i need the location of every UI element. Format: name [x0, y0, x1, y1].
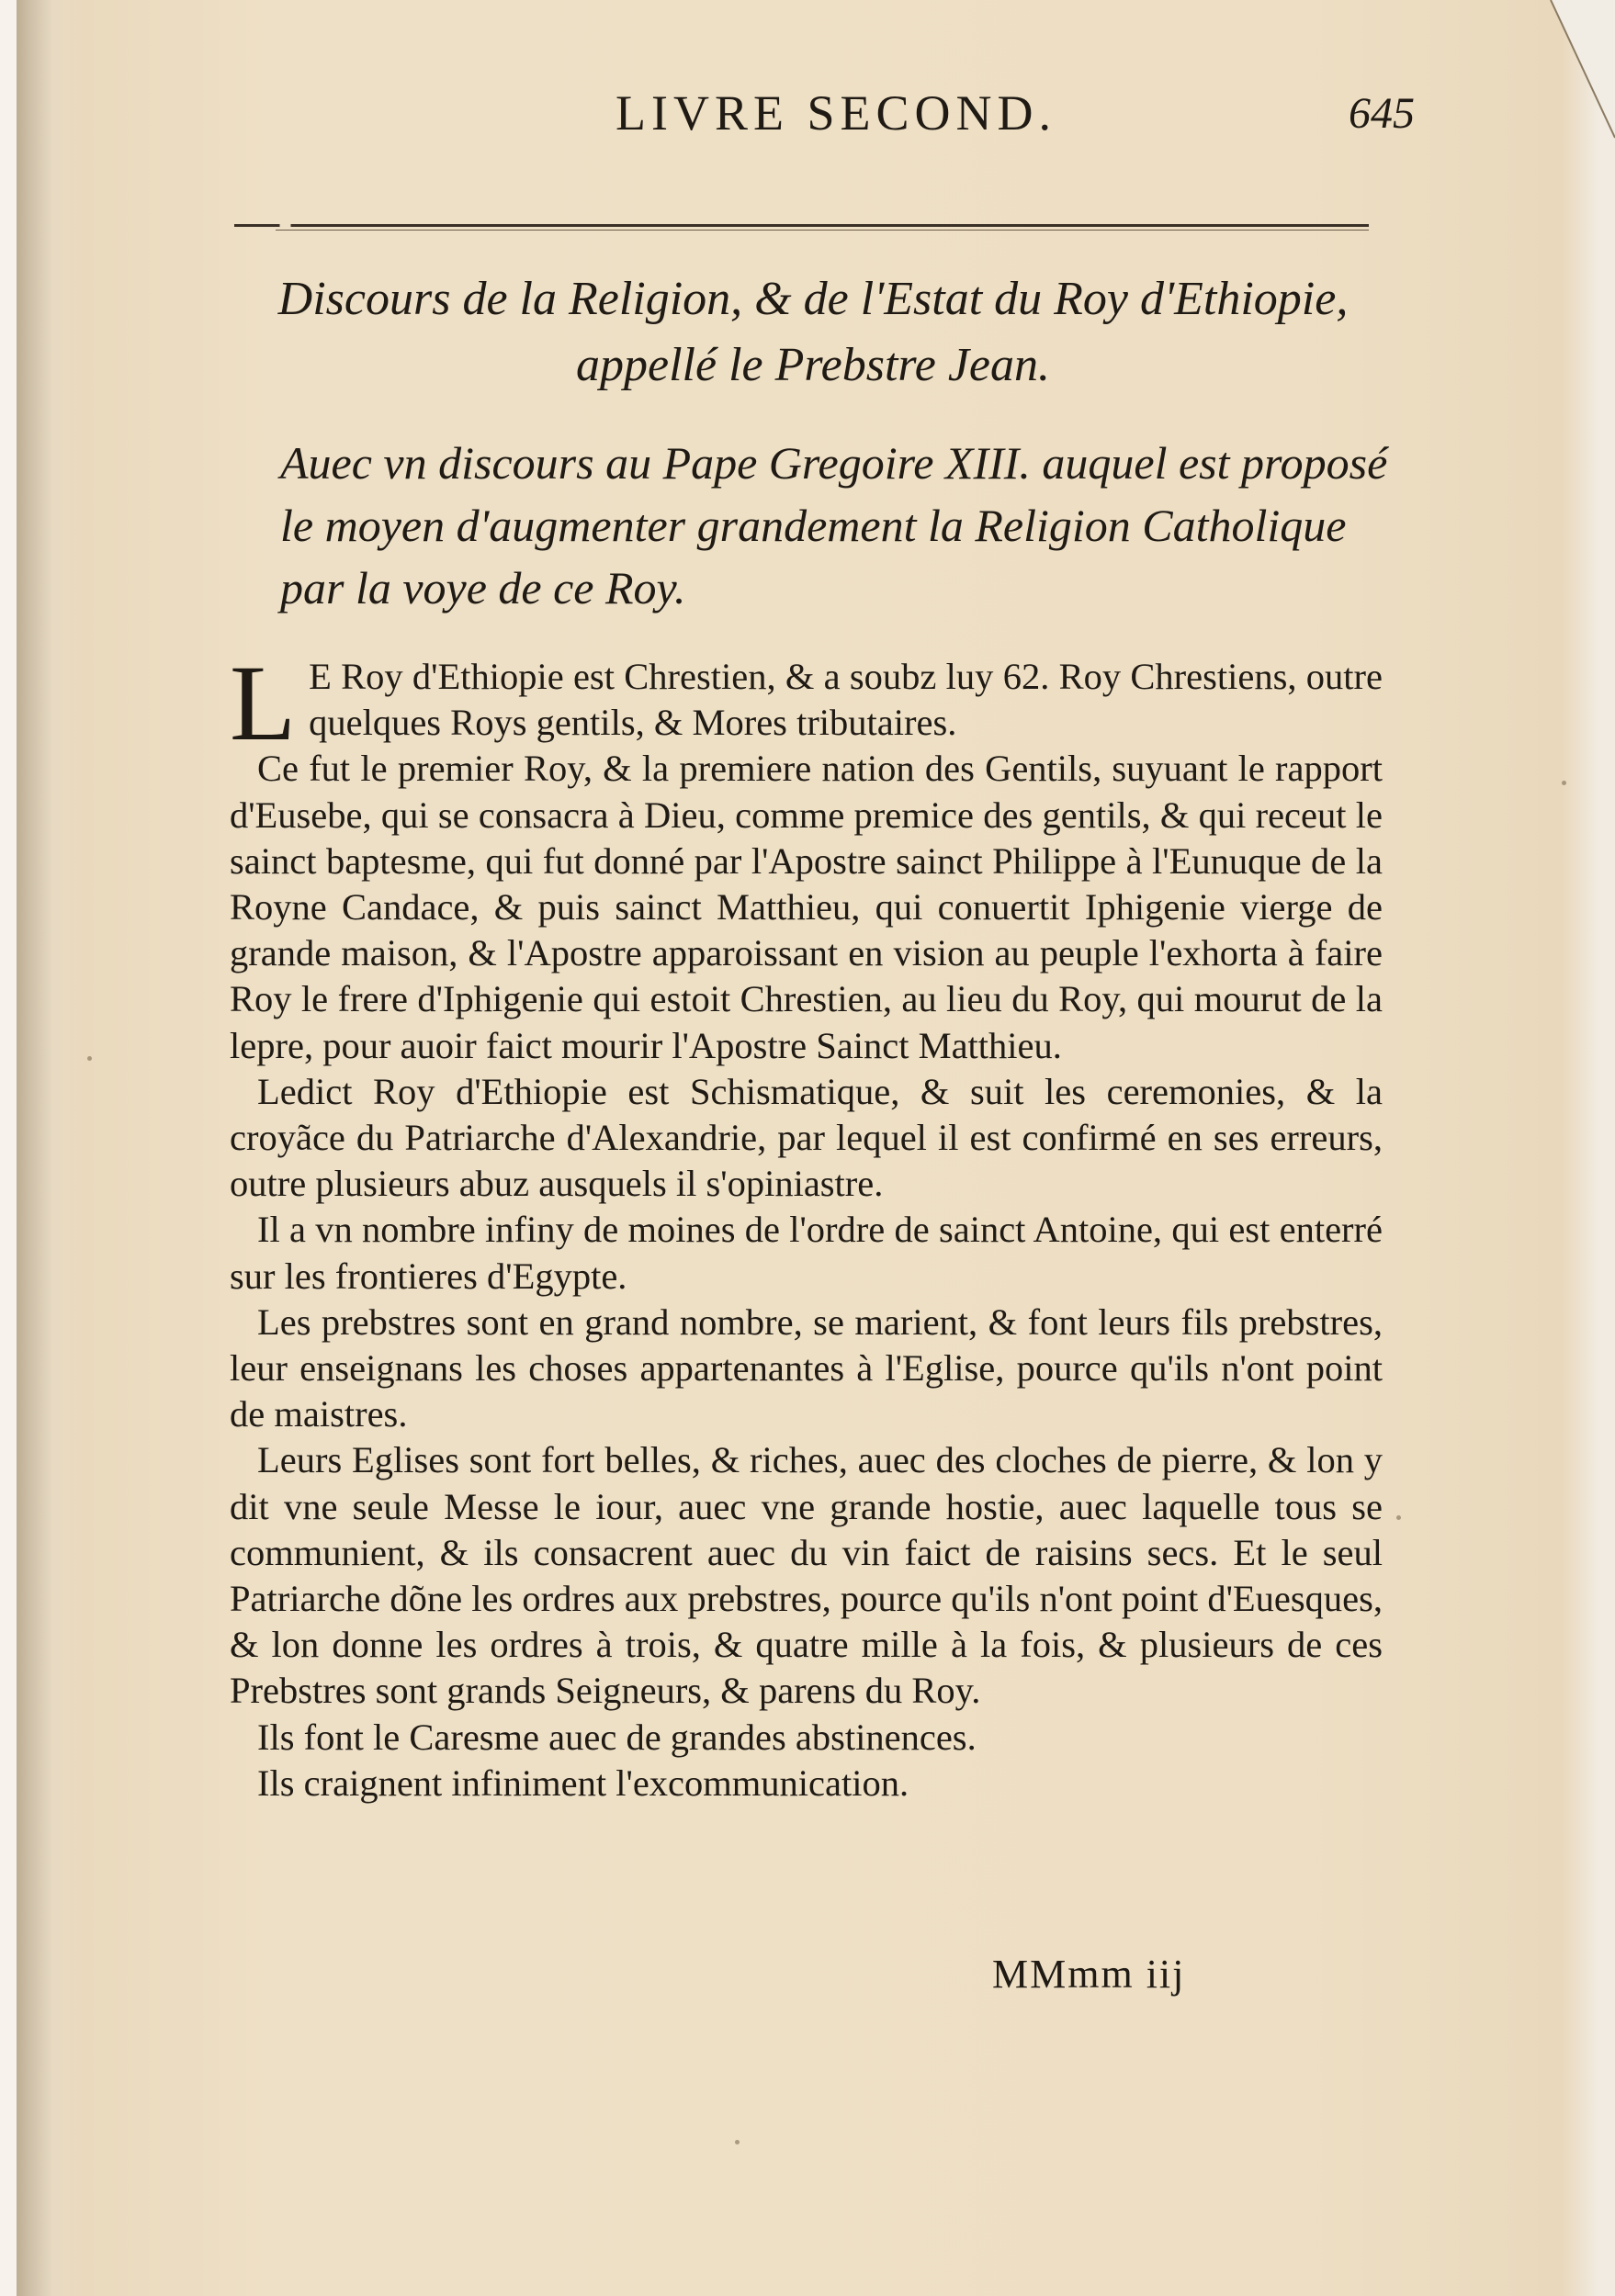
paragraph: Leurs Eglises sont fort belles, & riches, auec des cloches de pierre, & lon y dit vne seule Messe le iour, auec vne grande hostie, auec laquelle tous se communient, & ils consacrent auec du vin faict de raisins secs. Et le seul Patriarche dõne les ordres aux prebstres, pource qu'ils n'ont point d'Euesques, & lon donne les ordres à trois, & quatre mille à la fois, & plusieurs de ces Prebstres sont grands Seigneurs, & parens du Roy.: [230, 1439, 1383, 1712]
paper-speck: [87, 1056, 92, 1061]
gutter-shadow: [17, 0, 53, 2296]
paragraph: Les prebstres sont en grand nombre, se marient, & font leurs fils prebstres, leur enseignans les choses appartenantes à l'Eglise, pource qu'ils n'ont point de maistres.: [230, 1300, 1383, 1435]
paragraph: Ils craignent infiniment l'excommunication.: [257, 1761, 909, 1804]
header-rule: [234, 224, 1369, 227]
paragraph: Ils font le Caresme auec de grandes abstinences.: [257, 1716, 977, 1758]
chapter-subtitle: Auec vn discours au Pape Gregoire XIII. auquel est proposé le moyen d'augmenter grandement la Religion Catholique par la voye de ce Roy.: [280, 437, 1388, 613]
running-title: LIVRE SECOND.: [616, 85, 1056, 141]
paragraph: Il a vn nombre infiny de moines de l'ordre de sainct Antoine, qui est enterré sur les frontieres d'Egypte.: [230, 1209, 1383, 1297]
paragraph: [230, 643, 1383, 763]
page-number: 645: [1349, 89, 1415, 138]
paper-speck: [735, 2140, 740, 2144]
running-header: [230, 84, 1415, 149]
paper-speck: [1562, 781, 1566, 785]
paper-speck: [1396, 1515, 1401, 1520]
paragraph-text: E Roy d'Ethiopie est Chrestien, & a soubz luy 62. Roy Chrestiens, outre quelques Roys gentils, & Mores tributaires.: [309, 656, 1383, 744]
paragraph: Ce fut le premier Roy, & la premiere nation des Gentils, suyuant le rapport d'Eusebe, qui se consacra à Dieu, comme premice des gentils, & qui receut le sainct baptesme, qui fut donné par l'Apostre sainct Philippe à l'Eunuque de la Royne Candace, & puis sainct Matthieu, qui conuertit Iphigenie vierge de grande maison, & l'Apostre apparoissant en vision au peuple l'exhorta à faire Roy le frere d'Iphigenie qui estoit Chrestien, au lieu du Roy, qui mourut de la lepre, pour auoir faict mourir l'Apostre Sainct Matthieu.: [230, 748, 1383, 1066]
body-text: [230, 643, 1383, 1806]
page-corner-fold: [1532, 0, 1615, 147]
chapter-title-line-2: appellé le Prebstre Jean.: [576, 339, 1050, 391]
chapter-title-line-1: Discours de la Religion, & de l'Estat du Roy d'Ethiopie,: [277, 273, 1349, 325]
chapter-title: [230, 266, 1396, 399]
header-rule-thin: [276, 230, 1369, 231]
drop-cap: L: [230, 643, 297, 763]
paragraph: Ledict Roy d'Ethiopie est Schismatique, & suit les ceremonies, & la croyãce du Patriarche d'Alexandrie, par lequel il est confirmé en ses erreurs, outre plusieurs abuz ausquels il s'opiniastre.: [230, 1070, 1383, 1205]
signature-mark: MMmm iij: [992, 1952, 1186, 1997]
